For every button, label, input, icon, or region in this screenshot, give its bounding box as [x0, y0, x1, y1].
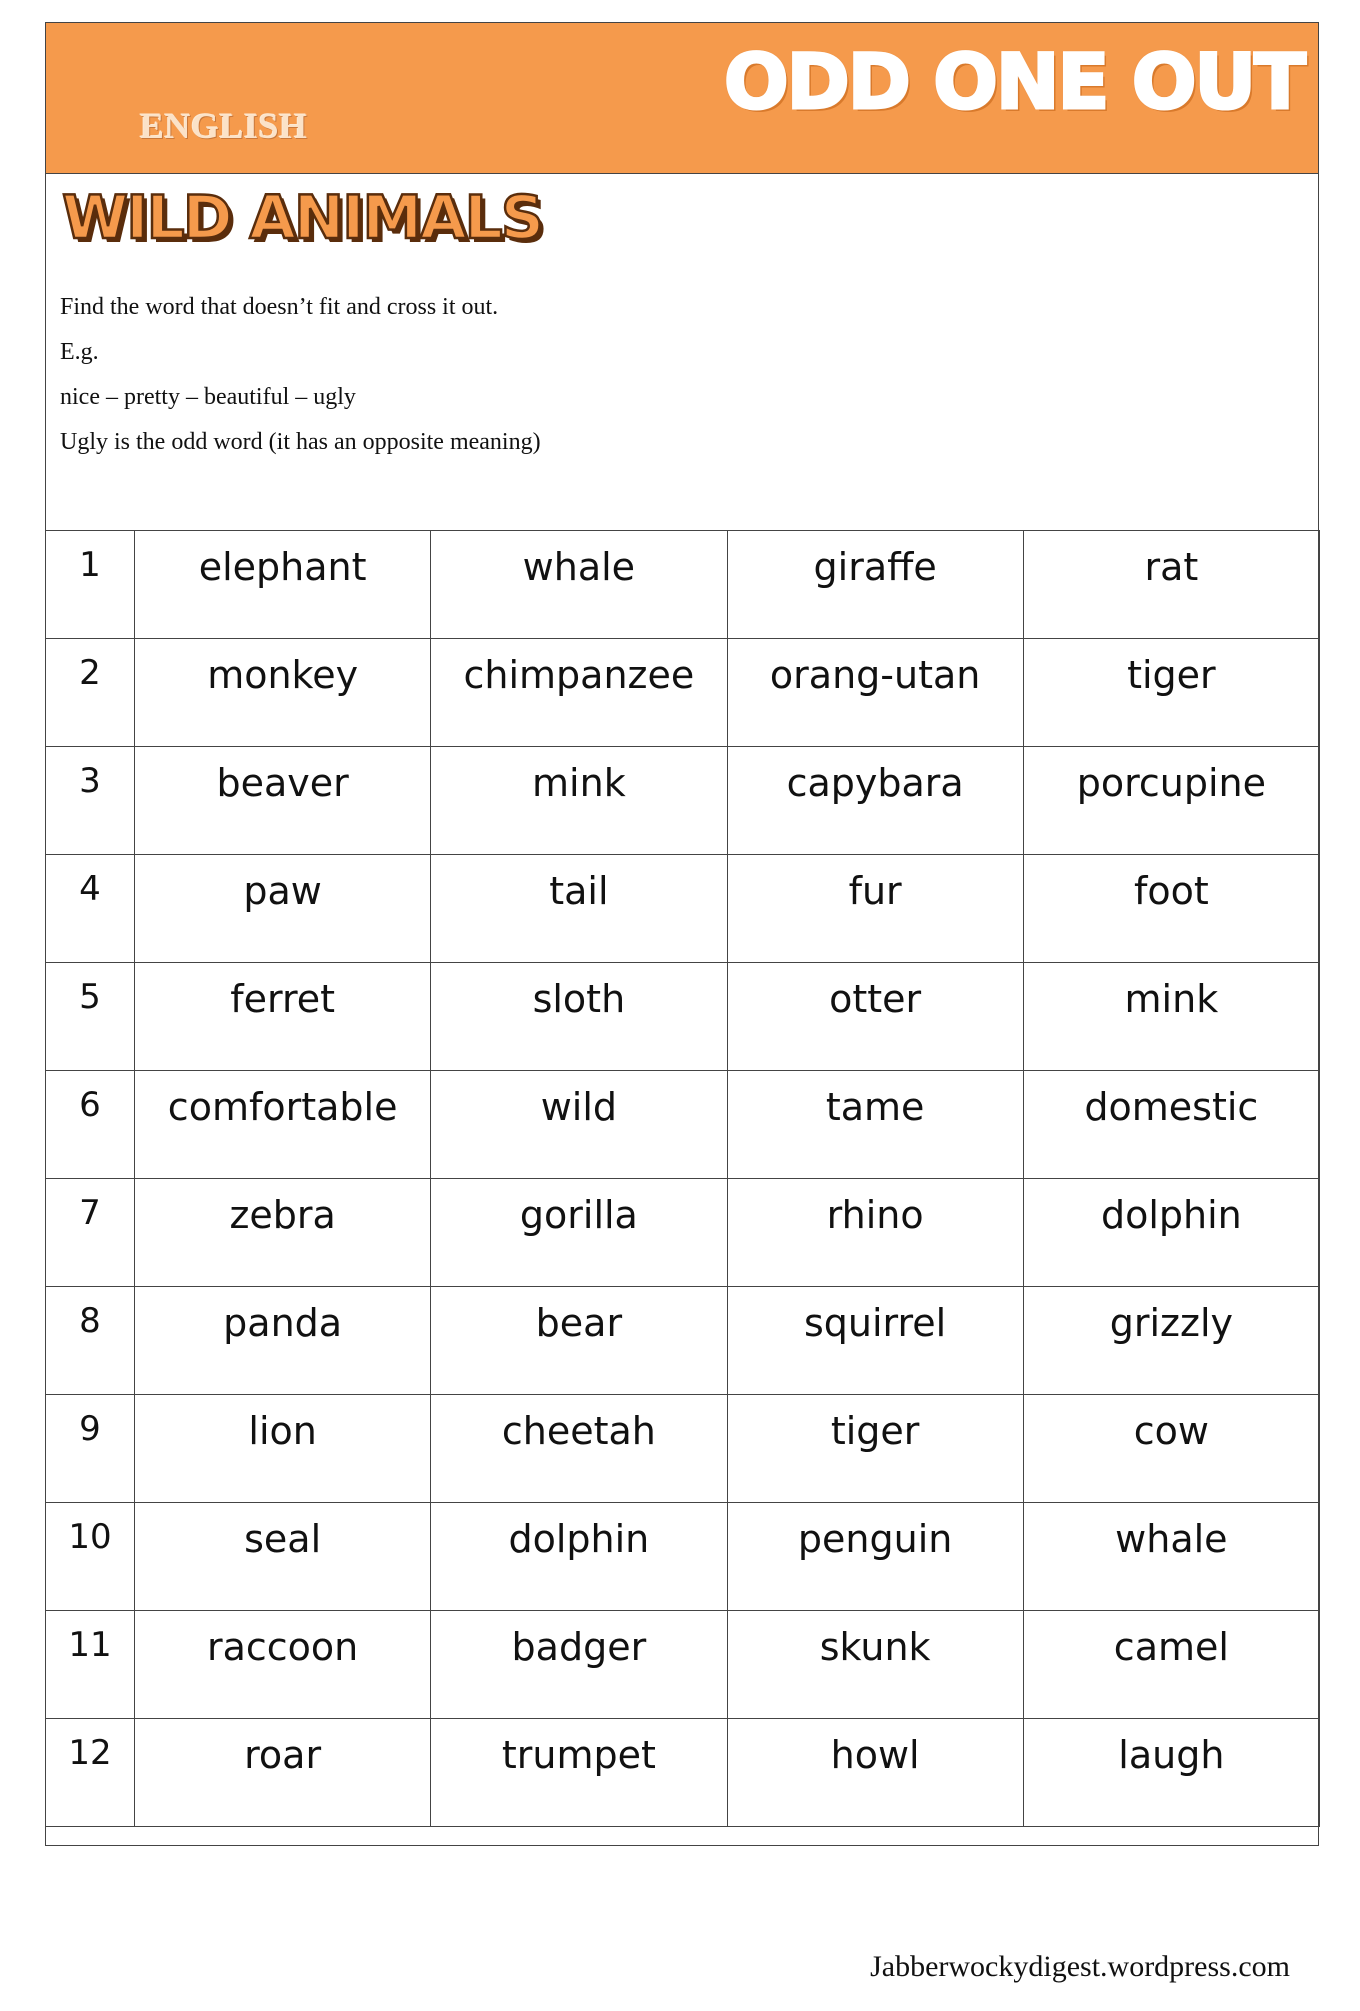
word-cell[interactable]: domestic [1023, 1071, 1319, 1179]
table-row [46, 1395, 1320, 1503]
word-cell[interactable]: whale [1023, 1503, 1319, 1611]
row-number: 9 [46, 1395, 135, 1503]
word-cell[interactable]: dolphin [1023, 1179, 1319, 1287]
word-cell[interactable]: otter [727, 963, 1023, 1071]
word-cell[interactable]: chimpanzee [431, 639, 727, 747]
row-number: 8 [46, 1287, 135, 1395]
word-table [45, 530, 1320, 1827]
section-title: WILD ANIMALS [62, 183, 542, 253]
word-cell[interactable]: comfortable [135, 1071, 431, 1179]
word-cell[interactable]: sloth [431, 963, 727, 1071]
row-number: 4 [46, 855, 135, 963]
word-cell[interactable]: laugh [1023, 1719, 1319, 1827]
instruction-line: nice – pretty – beautiful – ugly [60, 384, 356, 410]
word-cell[interactable]: ferret [135, 963, 431, 1071]
word-cell[interactable]: foot [1023, 855, 1319, 963]
instruction-line: Ugly is the odd word (it has an opposite meaning) [60, 429, 541, 455]
word-cell[interactable]: whale [431, 531, 727, 639]
header-banner [46, 23, 1318, 174]
word-cell[interactable]: beaver [135, 747, 431, 855]
word-cell[interactable]: porcupine [1023, 747, 1319, 855]
table-row [46, 531, 1320, 639]
instruction-line: Find the word that doesn’t fit and cross it out. [60, 294, 499, 320]
word-cell[interactable]: monkey [135, 639, 431, 747]
word-cell[interactable]: bear [431, 1287, 727, 1395]
word-cell[interactable]: dolphin [431, 1503, 727, 1611]
word-cell[interactable]: wild [431, 1071, 727, 1179]
word-cell[interactable]: cheetah [431, 1395, 727, 1503]
row-number: 12 [46, 1719, 135, 1827]
word-cell[interactable]: gorilla [431, 1179, 727, 1287]
word-cell[interactable]: raccoon [135, 1611, 431, 1719]
table-row [46, 1719, 1320, 1827]
worksheet [45, 22, 1319, 1846]
row-number: 11 [46, 1611, 135, 1719]
row-number: 6 [46, 1071, 135, 1179]
table-row [46, 747, 1320, 855]
word-cell[interactable]: rhino [727, 1179, 1023, 1287]
word-cell[interactable]: paw [135, 855, 431, 963]
row-number: 5 [46, 963, 135, 1071]
word-cell[interactable]: seal [135, 1503, 431, 1611]
instruction-line: E.g. [60, 339, 99, 365]
row-number: 2 [46, 639, 135, 747]
word-cell[interactable]: tiger [727, 1395, 1023, 1503]
instructions [60, 285, 541, 465]
word-cell[interactable]: orang-utan [727, 639, 1023, 747]
table-row [46, 963, 1320, 1071]
word-cell[interactable]: penguin [727, 1503, 1023, 1611]
word-cell[interactable]: trumpet [431, 1719, 727, 1827]
word-cell[interactable]: badger [431, 1611, 727, 1719]
subject-label: ENGLISH [140, 106, 308, 146]
word-cell[interactable]: skunk [727, 1611, 1023, 1719]
table-row [46, 1287, 1320, 1395]
worksheet-title: ODD ONE OUT [724, 37, 1304, 126]
word-cell[interactable]: elephant [135, 531, 431, 639]
row-number: 1 [46, 531, 135, 639]
row-number: 10 [46, 1503, 135, 1611]
row-number: 7 [46, 1179, 135, 1287]
table-row [46, 1071, 1320, 1179]
word-cell[interactable]: tiger [1023, 639, 1319, 747]
word-cell[interactable]: tail [431, 855, 727, 963]
source-credit: Jabberwockydigest.wordpress.com [870, 1950, 1290, 1983]
word-cell[interactable]: mink [1023, 963, 1319, 1071]
table-row [46, 855, 1320, 963]
table-row [46, 1611, 1320, 1719]
word-cell[interactable]: tame [727, 1071, 1023, 1179]
word-cell[interactable]: lion [135, 1395, 431, 1503]
word-cell[interactable]: capybara [727, 747, 1023, 855]
word-cell[interactable]: rat [1023, 531, 1319, 639]
word-cell[interactable]: howl [727, 1719, 1023, 1827]
word-cell[interactable]: giraffe [727, 531, 1023, 639]
word-cell[interactable]: panda [135, 1287, 431, 1395]
word-cell[interactable]: grizzly [1023, 1287, 1319, 1395]
word-cell[interactable]: squirrel [727, 1287, 1023, 1395]
word-cell[interactable]: camel [1023, 1611, 1319, 1719]
word-cell[interactable]: roar [135, 1719, 431, 1827]
table-row [46, 1179, 1320, 1287]
word-cell[interactable]: mink [431, 747, 727, 855]
table-row [46, 639, 1320, 747]
row-number: 3 [46, 747, 135, 855]
table-row [46, 1503, 1320, 1611]
word-cell[interactable]: cow [1023, 1395, 1319, 1503]
word-cell[interactable]: fur [727, 855, 1023, 963]
word-cell[interactable]: zebra [135, 1179, 431, 1287]
